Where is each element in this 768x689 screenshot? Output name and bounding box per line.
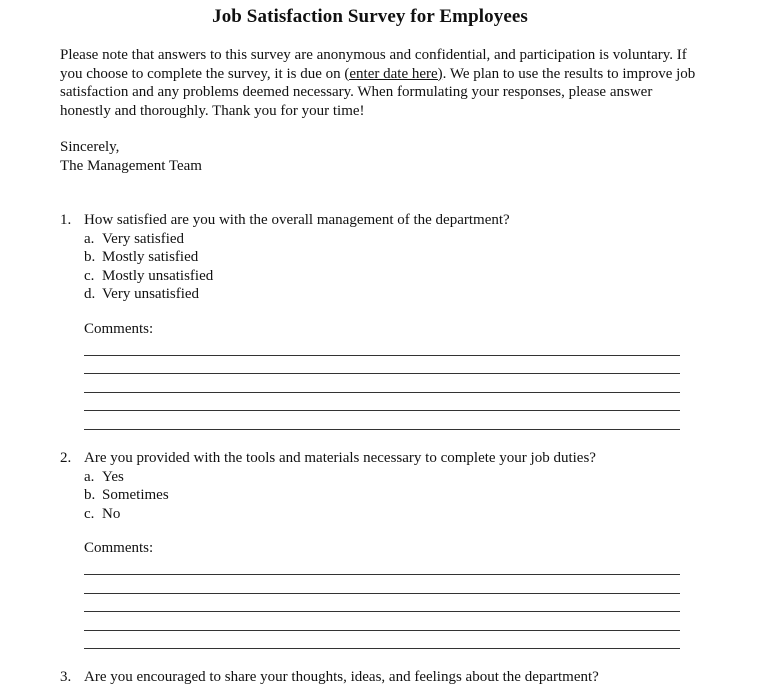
option-label: Very unsatisfied	[102, 286, 200, 302]
option-letter: b.	[84, 249, 96, 265]
option-label: Yes	[102, 468, 124, 485]
signature-text: The Management Team	[60, 157, 202, 174]
comment-line[interactable]	[84, 630, 680, 631]
signature-block	[60, 138, 202, 175]
comment-line[interactable]	[84, 593, 680, 594]
option-letter: a.	[84, 230, 95, 247]
question-number: 1.	[60, 212, 72, 228]
option-label: Sometimes	[102, 487, 169, 503]
option-mostly-unsatisfied[interactable]	[84, 267, 213, 286]
option-letter: a.	[84, 468, 95, 485]
due-date-placeholder[interactable]: (enter date here)	[344, 65, 443, 82]
option-label: Mostly unsatisfied	[102, 267, 214, 284]
comment-line[interactable]	[84, 648, 680, 649]
option-label: No	[102, 505, 121, 522]
comment-line[interactable]	[84, 392, 680, 393]
intro-paragraph	[60, 46, 700, 120]
question-number: 3.	[60, 669, 72, 685]
comment-line[interactable]	[84, 429, 680, 430]
intro-text-part2: . We plan to use the results to improve job satisfaction and any problems deemed necessary. When formulating your responses, please answer honestly and thoroughly. Thank you for your time!	[60, 65, 696, 119]
intro-text-part1: Please note that answers to this survey are anonymous and confidential, and participation is voluntary. If you choose to complete the survey, it is due on	[60, 47, 687, 82]
option-sometimes[interactable]	[84, 486, 169, 505]
comment-line[interactable]	[84, 574, 680, 575]
closing-text: Sincerely,	[60, 139, 120, 155]
option-mostly-satisfied[interactable]	[84, 248, 213, 267]
option-letter: d.	[84, 286, 96, 302]
option-label: Mostly satisfied	[102, 249, 199, 265]
comment-line[interactable]	[84, 355, 680, 356]
option-no[interactable]	[84, 505, 169, 524]
comments-label: Comments:	[84, 321, 154, 337]
comment-line[interactable]	[84, 410, 680, 411]
option-very-unsatisfied[interactable]	[84, 285, 213, 304]
question-text: Are you provided with the tools and materials necessary to complete your job duties?	[84, 450, 596, 466]
comments-label: Comments:	[84, 540, 154, 556]
option-very-satisfied[interactable]	[84, 230, 213, 249]
question-number: 2.	[60, 450, 72, 466]
comment-line[interactable]	[84, 611, 680, 612]
option-letter: c.	[84, 505, 95, 522]
option-yes[interactable]	[84, 468, 169, 487]
option-label: Very satisfied	[102, 230, 185, 247]
answer-options	[84, 468, 169, 524]
option-letter: c.	[84, 267, 95, 284]
comment-line[interactable]	[84, 373, 680, 374]
document-title: Job Satisfaction Survey for Employees	[212, 6, 528, 27]
question-text: How satisfied are you with the overall management of the department?	[84, 212, 510, 228]
question-text: Are you encouraged to share your thoughts, ideas, and feelings about the department?	[84, 669, 599, 685]
option-letter: b.	[84, 487, 96, 503]
answer-options	[84, 230, 213, 304]
